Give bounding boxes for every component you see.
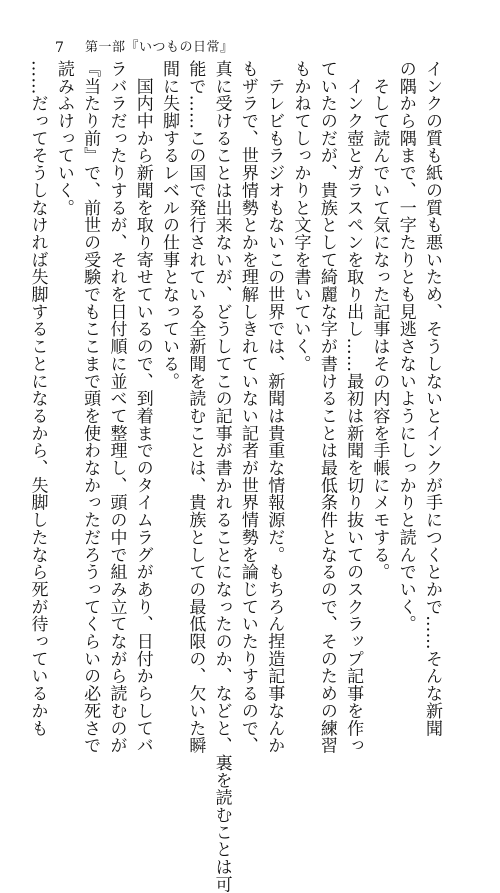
page-number: 7 [55,40,64,56]
body-text [27,60,445,893]
text-line: 真に受けることは出来ないが、どうしてこの記事が書かれることになったのか、などと、裏を読むことは可 [211,60,232,893]
text-line: 能で……この国で発行されている全新聞を読むことは、貴族としての最低限の、欠いた瞬 [185,60,206,754]
text-line: インク壺とガラスペンを取り出し……最初は新聞を切り抜いてのスクラップ記事を作っ [343,60,364,754]
text-line: もザラで、世界情勢とかを理解しきれていない記者が世界情勢を論じていたりするので、 [237,60,258,754]
text-line: インクの質も紙の質も悪いため、そうしないとインクが手につくとかで……そんな新聞 [422,60,442,737]
running-header: 第一部『いつもの日常』 [85,40,234,55]
text-line: の隅から隅まで、一字たりとも見逃さないようにしっかりと読んでいく。 [395,60,416,633]
text-line: ……だってそうしなければ失脚することになるから、失脚したなら死が待っているかも [27,60,48,737]
text-line: そして読んでいて気になった記事はその内容を手帳にメモする。 [369,60,390,581]
text-line: ていたのだが、貴族として綺麗な字が書けることは最低条件となるので、そのための練習 [316,60,337,754]
text-line: もかねてしっかりと文字を書いていく。 [290,60,311,373]
text-line: 読みふけっていく。 [53,60,74,217]
text-line: ラバラだったりするが、それを日付順に並べて整理し、頭の中で組み立てながら読むのが [106,60,127,754]
text-line: 間に失脚するレベルの仕事となっている。 [159,60,180,390]
text-line: 国内中から新聞を取り寄せているので、到着までのタイムラグがあり、日付からしてバ [132,60,153,754]
text-line: テレビもラジオもないこの世界では、新聞は貴重な情報源だ。もちろん捏造記事なんか [264,60,285,754]
text-line: 『当たり前』で、前世の受験でもここまで頭を使わなかっただろうってくらいの必死さで [80,60,101,754]
